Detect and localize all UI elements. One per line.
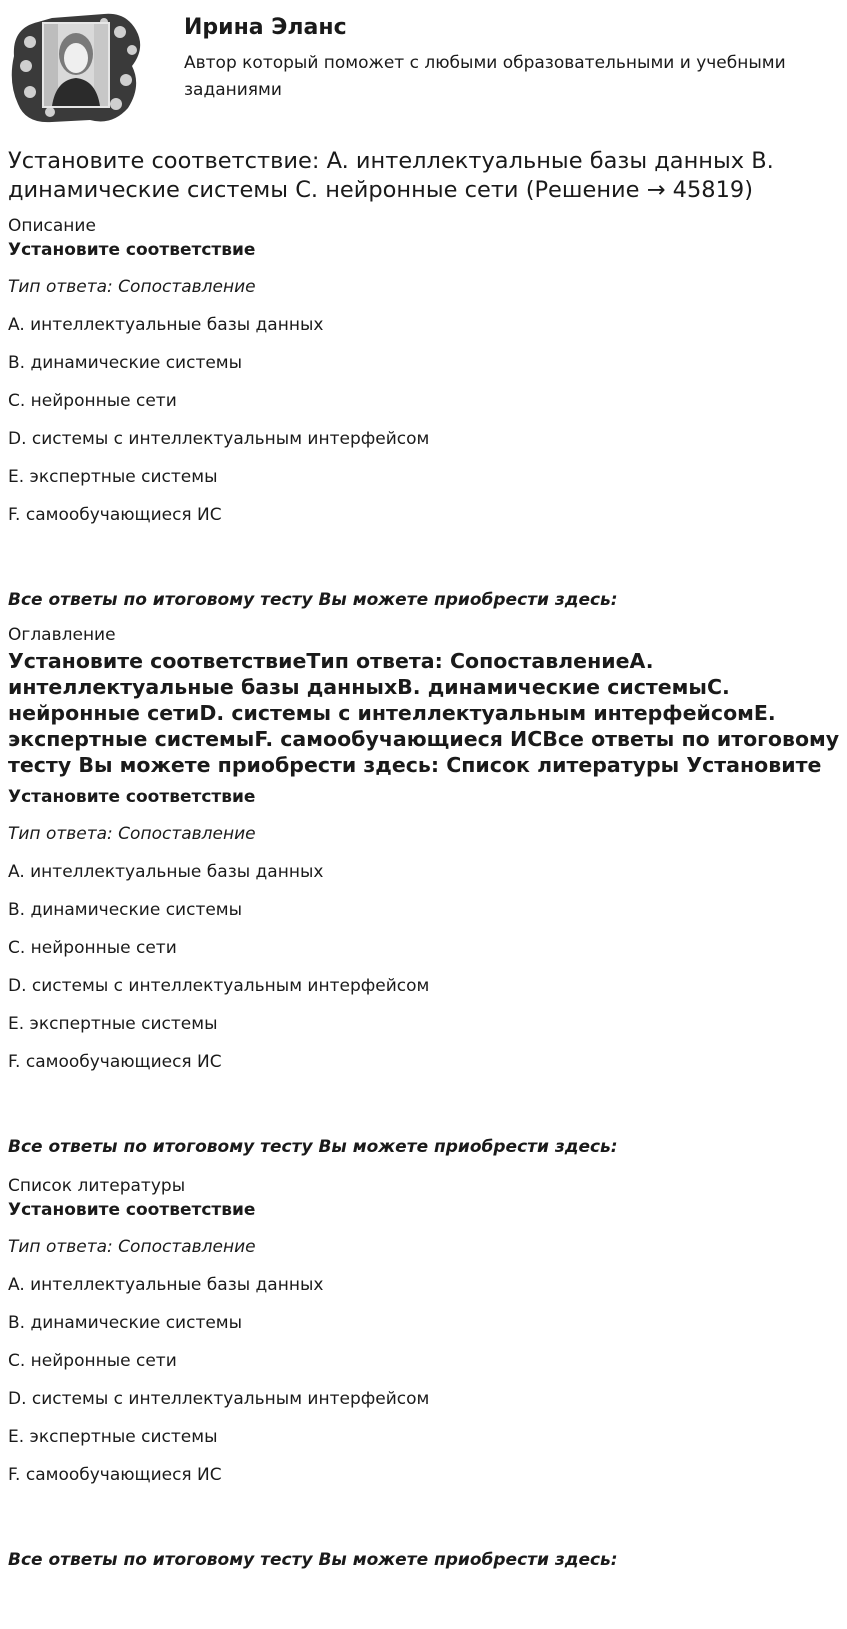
author-name[interactable]: Ирина Эланс xyxy=(184,15,347,40)
question-block xyxy=(8,239,842,613)
option-list xyxy=(8,1265,842,1493)
option-item: A. интеллектуальные базы данных xyxy=(8,862,324,882)
option-list xyxy=(8,305,842,533)
answer-type: Тип ответа: Сопоставление xyxy=(8,277,256,297)
option-item: C. нейронные сети xyxy=(8,391,177,411)
option-item: B. динамические системы xyxy=(8,1313,243,1333)
option-item: C. нейронные сети xyxy=(8,938,177,958)
question-block xyxy=(8,786,842,1160)
option-item: F. самообучающиеся ИС xyxy=(8,1465,222,1485)
question-heading: Установите соответствие xyxy=(8,1200,256,1220)
author-card xyxy=(8,8,838,128)
option-item: B. динамические системы xyxy=(8,353,243,373)
option-item: F. самообучающиеся ИС xyxy=(8,505,222,525)
option-item: F. самообучающиеся ИС xyxy=(8,1052,222,1072)
answer-type: Тип ответа: Сопоставление xyxy=(8,824,256,844)
option-item: E. экспертные системы xyxy=(8,467,218,487)
section-label-description: Описание xyxy=(8,216,96,236)
option-item: D. системы с интеллектуальным интерфейсом xyxy=(8,976,430,996)
question-heading: Установите соответствие xyxy=(8,240,256,260)
purchase-note: Все ответы по итоговому тесту Вы можете приобрести здесь: xyxy=(8,1137,618,1157)
option-item: C. нейронные сети xyxy=(8,1351,177,1371)
section-label-toc: Оглавление xyxy=(8,625,116,645)
option-item: A. интеллектуальные базы данных xyxy=(8,315,324,335)
main-content xyxy=(8,147,842,1573)
page-title: Установите соответствие: A. интеллектуальные базы данных B. динамические системы C. нейронные сети (Решение → 45819) xyxy=(8,148,774,203)
purchase-note: Все ответы по итоговому тесту Вы можете приобрести здесь: xyxy=(8,1550,618,1570)
author-avatar[interactable] xyxy=(8,8,148,126)
section-label-bibliography: Список литературы xyxy=(8,1176,186,1196)
question-heading: Установите соответствие xyxy=(8,787,256,807)
author-description: Автор который поможет с любыми образовательными и учебными заданиями xyxy=(184,53,786,100)
answer-type: Тип ответа: Сопоставление xyxy=(8,1237,256,1257)
option-list xyxy=(8,852,842,1080)
purchase-note: Все ответы по итоговому тесту Вы можете приобрести здесь: xyxy=(8,590,618,610)
option-item: E. экспертные системы xyxy=(8,1014,218,1034)
option-item: E. экспертные системы xyxy=(8,1427,218,1447)
option-item: A. интеллектуальные базы данных xyxy=(8,1275,324,1295)
option-item: D. системы с интеллектуальным интерфейсом xyxy=(8,1389,430,1409)
option-item: B. динамические системы xyxy=(8,900,243,920)
option-item: D. системы с интеллектуальным интерфейсом xyxy=(8,429,430,449)
toc-title: Установите соответствиеТип ответа: СопоставлениеA. интеллектуальные базы данныхB. динамические системыC. нейронные сетиD. системы с интеллектуальным интерфейсомE. экспертные системыF. самообучающиеся ИСВсе ответы по итоговому тесту Вы можете приобрести здесь: Список литературы Установите xyxy=(8,649,840,777)
question-block xyxy=(8,1199,842,1573)
